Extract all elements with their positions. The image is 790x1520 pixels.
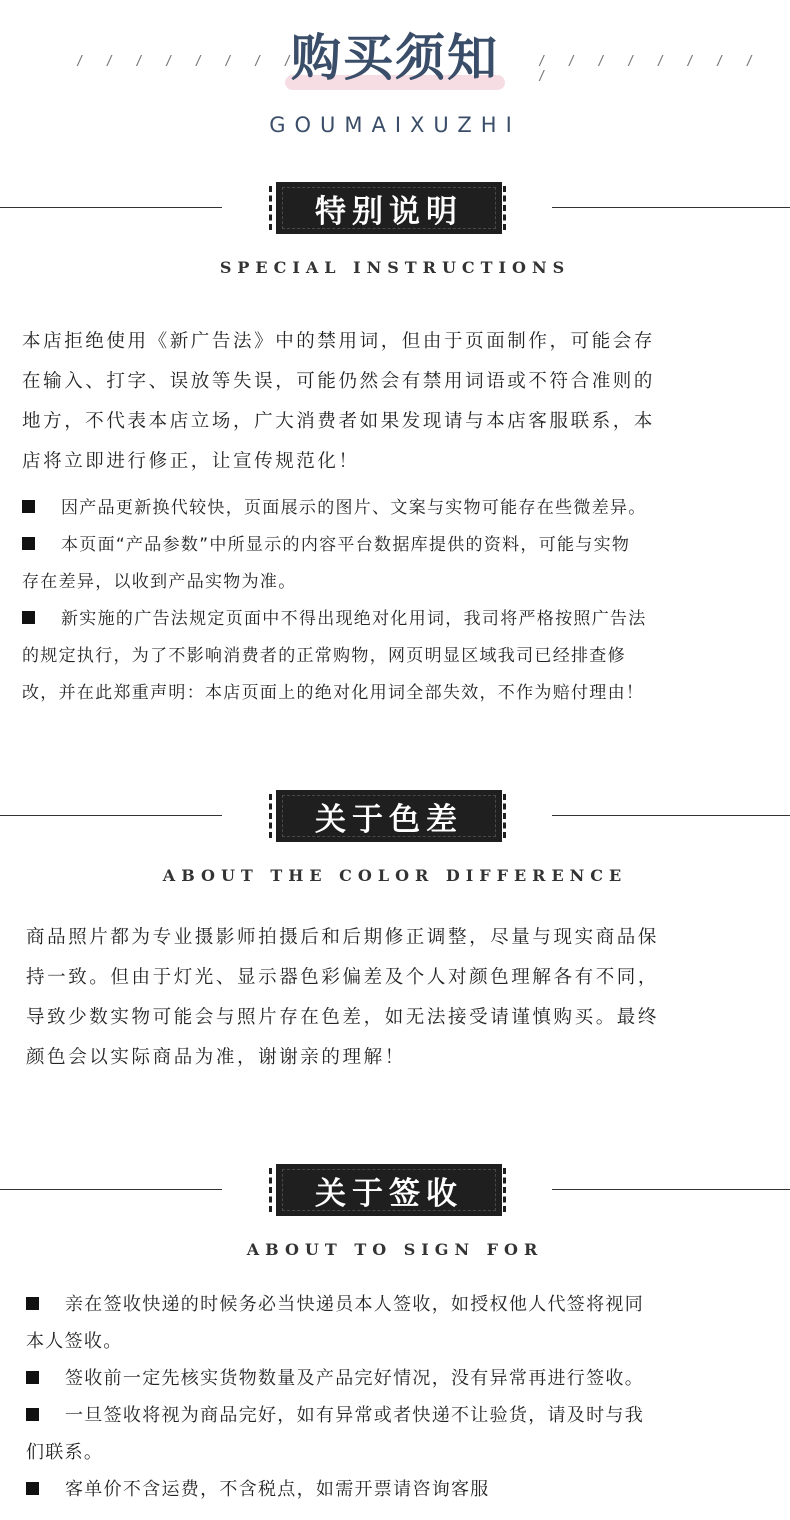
bullet-item: [26, 1471, 786, 1508]
bullet-line: 存在差异，以收到产品实物为准。: [22, 572, 297, 592]
square-bullet-icon: [26, 1482, 39, 1495]
divider-left: [0, 1189, 222, 1190]
decorative-slashes-right: / / / / / / / / /: [538, 54, 761, 84]
paragraph-line: 在输入、打字、误放等失误，可能仍然会有禁用词语或不符合准则的: [22, 371, 656, 392]
paragraph-line: 颜色会以实际商品为准，谢谢亲的理解！: [26, 1047, 406, 1068]
bullet-item: [26, 1360, 786, 1397]
bullet-line: 本人签收。: [26, 1331, 123, 1352]
square-bullet-icon: [22, 537, 35, 550]
color-paragraph: [26, 918, 786, 1078]
divider-right: [552, 1189, 790, 1190]
paragraph-line: 商品照片都为专业摄影师拍摄后和后期修正调整，尽量与现实商品保: [26, 927, 660, 948]
bullet-item: [22, 527, 782, 601]
bullet-line: 一旦签收将视为商品完好，如有异常或者快递不让验货，请及时与我: [26, 1397, 786, 1434]
square-bullet-icon: [26, 1371, 39, 1384]
paragraph-line: 本店拒绝使用《新广告法》中的禁用词，但由于页面制作，可能会存: [22, 331, 656, 352]
section-subtitle: ABOUT TO SIGN FOR: [246, 1240, 544, 1259]
bullet-item: [26, 1286, 786, 1360]
square-bullet-icon: [22, 500, 35, 513]
divider-left: [0, 207, 222, 208]
divider-left: [0, 815, 222, 816]
sign-bullet-list: [26, 1286, 786, 1508]
bullet-line: 的规定执行，为了不影响消费者的正常购物，网页明显区域我司已经排查修: [22, 646, 626, 666]
paragraph-line: 店将立即进行修正，让宣传规范化！: [22, 451, 360, 472]
bullet-item: [26, 1397, 786, 1471]
paragraph-line: 地方，不代表本店立场，广大消费者如果发现请与本店客服联系，本: [22, 411, 656, 432]
bullet-item: [22, 490, 782, 527]
section-subtitle: SPECIAL INSTRUCTIONS: [219, 258, 571, 277]
divider-right: [552, 815, 790, 816]
page-title: [285, 22, 505, 94]
special-bullet-list: [22, 490, 782, 712]
divider-right: [552, 207, 790, 208]
bullet-line: 亲在签收快递的时候务必当快递员本人签收，如授权他人代签将视同: [26, 1286, 786, 1323]
square-bullet-icon: [26, 1408, 39, 1421]
section-badge: 关于签收: [276, 1164, 502, 1216]
special-paragraph: [22, 322, 782, 482]
section-badge: 关于色差: [276, 790, 502, 842]
bullet-line: 因产品更新换代较快，页面展示的图片、文案与实物可能存在些微差异。: [22, 490, 782, 527]
decorative-slashes-left: / / / / / / / / /: [76, 54, 329, 69]
bullet-line: 新实施的广告法规定页面中不得出现绝对化用词，我司将严格按照广告法: [22, 601, 782, 638]
bullet-line: 客单价不含运费，不含税点，如需开票请咨询客服: [26, 1471, 786, 1508]
bullet-line: 签收前一定先核实货物数量及产品完好情况，没有异常再进行签收。: [26, 1360, 786, 1397]
square-bullet-icon: [26, 1297, 39, 1310]
square-bullet-icon: [22, 611, 35, 624]
bullet-line: 本页面“产品参数”中所显示的内容平台数据库提供的资料，可能与实物: [22, 527, 782, 564]
paragraph-line: 导致少数实物可能会与照片存在色差，如无法接受请谨慎购买。最终: [26, 1007, 660, 1028]
bullet-line: 们联系。: [26, 1442, 104, 1463]
page-title-pinyin: GOUMAIXUZHI: [269, 113, 521, 137]
bullet-item: [22, 601, 782, 712]
bullet-line: 改，并在此郑重声明：本店页面上的绝对化用词全部失效，不作为赔付理由！: [22, 683, 645, 703]
page-header: [0, 0, 790, 150]
page-title-text: 购买须知: [291, 29, 499, 87]
section-subtitle: ABOUT THE COLOR DIFFERENCE: [162, 866, 628, 885]
paragraph-line: 持一致。但由于灯光、显示器色彩偏差及个人对颜色理解各有不同，: [26, 967, 660, 988]
section-badge: 特别说明: [276, 182, 502, 234]
